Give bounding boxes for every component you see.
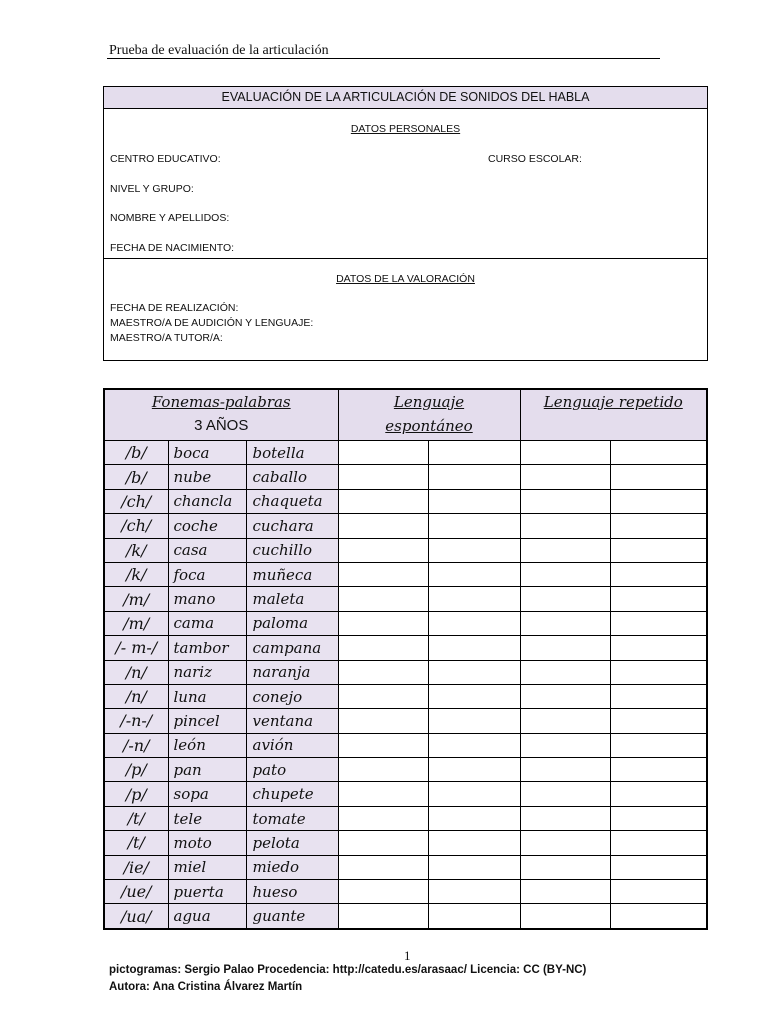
spontaneous-cell-2 (428, 904, 520, 929)
word1-cell: tele (168, 806, 246, 830)
phoneme-cell: /m/ (104, 587, 168, 611)
phoneme-cell: /b/ (104, 465, 168, 489)
repeated-cell-1 (520, 465, 610, 489)
spontaneous-cell-1 (338, 587, 428, 611)
spontaneous-cell-1 (338, 441, 428, 465)
word2-cell: conejo (246, 684, 338, 708)
spontaneous-cell-2 (428, 831, 520, 855)
evaluation-box (103, 86, 708, 361)
repeated-cell-2 (610, 855, 707, 879)
phoneme-cell: /p/ (104, 782, 168, 806)
word2-cell: maleta (246, 587, 338, 611)
word2-cell: hueso (246, 880, 338, 904)
word2-cell: guante (246, 904, 338, 929)
spontaneous-cell-2 (428, 441, 520, 465)
spontaneous-cell-1 (338, 562, 428, 586)
table-row (104, 465, 707, 489)
spontaneous-cell-2 (428, 514, 520, 538)
repeated-cell-1 (520, 514, 610, 538)
repeated-cell-2 (610, 684, 707, 708)
table-row (104, 831, 707, 855)
word2-cell: caballo (246, 465, 338, 489)
page-header-title: Prueba de evaluación de la articulación (109, 43, 329, 58)
repeated-cell-2 (610, 660, 707, 684)
word1-cell: moto (168, 831, 246, 855)
repeated-cell-1 (520, 733, 610, 757)
spontaneous-cell-1 (338, 636, 428, 660)
word2-cell: cuchara (246, 514, 338, 538)
word1-cell: puerta (168, 880, 246, 904)
repeated-cell-1 (520, 611, 610, 635)
table-row (104, 733, 707, 757)
header-repetido-title: Lenguaje repetido (543, 393, 683, 411)
repeated-cell-1 (520, 904, 610, 929)
spontaneous-cell-1 (338, 611, 428, 635)
header-rule (107, 58, 660, 59)
eval-box-divider (104, 258, 707, 259)
word2-cell: cuchillo (246, 538, 338, 562)
fecha-nacimiento-label: FECHA DE NACIMIENTO: (110, 242, 235, 254)
table-row (104, 709, 707, 733)
word1-cell: miel (168, 855, 246, 879)
table-row (104, 611, 707, 635)
word2-cell: pelota (246, 831, 338, 855)
repeated-cell-2 (610, 733, 707, 757)
repeated-cell-1 (520, 562, 610, 586)
repeated-cell-1 (520, 441, 610, 465)
table-row (104, 441, 707, 465)
maestro-tutor-label: MAESTRO/A TUTOR/A: (110, 332, 223, 344)
spontaneous-cell-1 (338, 758, 428, 782)
repeated-cell-1 (520, 538, 610, 562)
spontaneous-cell-2 (428, 684, 520, 708)
repeated-cell-1 (520, 855, 610, 879)
spontaneous-cell-2 (428, 855, 520, 879)
spontaneous-cell-1 (338, 538, 428, 562)
word1-cell: chancla (168, 489, 246, 513)
word2-cell: ventana (246, 709, 338, 733)
spontaneous-cell-1 (338, 855, 428, 879)
word1-cell: coche (168, 514, 246, 538)
phoneme-cell: /ch/ (104, 489, 168, 513)
valoracion-heading: DATOS DE LA VALORACIÓN (336, 273, 475, 285)
centro-educativo-label: CENTRO EDUCATIVO: (110, 153, 221, 165)
page-number: 1 (404, 948, 411, 963)
repeated-cell-1 (520, 831, 610, 855)
spontaneous-cell-1 (338, 880, 428, 904)
spontaneous-cell-1 (338, 709, 428, 733)
phoneme-cell: /-n-/ (104, 709, 168, 733)
repeated-cell-2 (610, 709, 707, 733)
spontaneous-cell-1 (338, 514, 428, 538)
repeated-cell-2 (610, 904, 707, 929)
spontaneous-cell-1 (338, 904, 428, 929)
word1-cell: pan (168, 758, 246, 782)
spontaneous-cell-2 (428, 782, 520, 806)
repeated-cell-1 (520, 587, 610, 611)
phoneme-cell: /k/ (104, 562, 168, 586)
table-row (104, 855, 707, 879)
phoneme-cell: /n/ (104, 684, 168, 708)
table-row (104, 806, 707, 830)
phoneme-cell: /ua/ (104, 904, 168, 929)
repeated-cell-2 (610, 636, 707, 660)
spontaneous-cell-2 (428, 660, 520, 684)
word2-cell: tomate (246, 806, 338, 830)
curso-escolar-label: CURSO ESCOLAR: (488, 153, 582, 165)
spontaneous-cell-2 (428, 489, 520, 513)
table-row (104, 758, 707, 782)
spontaneous-cell-2 (428, 880, 520, 904)
phoneme-cell: /- m-/ (104, 636, 168, 660)
word1-cell: león (168, 733, 246, 757)
spontaneous-cell-2 (428, 538, 520, 562)
spontaneous-cell-1 (338, 465, 428, 489)
spontaneous-cell-2 (428, 611, 520, 635)
word2-cell: naranja (246, 660, 338, 684)
personal-data-heading: DATOS PERSONALES (350, 123, 461, 135)
phoneme-cell: /b/ (104, 441, 168, 465)
table-row (104, 489, 707, 513)
phoneme-cell: /n/ (104, 660, 168, 684)
nivel-grupo-label: NIVEL Y GRUPO: (110, 183, 194, 195)
credits-line-1: pictogramas: Sergio Palao Procedencia: http://catedu.es/arasaac/ Licencia: CC (BY-NC) (109, 964, 587, 976)
word1-cell: casa (168, 538, 246, 562)
word1-cell: tambor (168, 636, 246, 660)
repeated-cell-2 (610, 514, 707, 538)
repeated-cell-1 (520, 636, 610, 660)
word2-cell: chupete (246, 782, 338, 806)
word1-cell: pincel (168, 709, 246, 733)
repeated-cell-2 (610, 611, 707, 635)
spontaneous-cell-1 (338, 806, 428, 830)
word2-cell: campana (246, 636, 338, 660)
spontaneous-cell-1 (338, 782, 428, 806)
repeated-cell-1 (520, 782, 610, 806)
repeated-cell-2 (610, 562, 707, 586)
word1-cell: cama (168, 611, 246, 635)
spontaneous-cell-2 (428, 636, 520, 660)
header-espontaneo-line2: espontáneo (385, 417, 473, 435)
repeated-cell-2 (610, 465, 707, 489)
maestro-al-label: MAESTRO/A DE AUDICIÓN Y LENGUAJE: (110, 317, 314, 329)
repeated-cell-1 (520, 709, 610, 733)
word1-cell: agua (168, 904, 246, 929)
spontaneous-cell-2 (428, 806, 520, 830)
header-fonemas-title: Fonemas-palabras (151, 393, 291, 411)
phoneme-cell: /p/ (104, 758, 168, 782)
word2-cell: avión (246, 733, 338, 757)
table-header-row (104, 389, 707, 441)
table-row (104, 587, 707, 611)
repeated-cell-2 (610, 587, 707, 611)
spontaneous-cell-1 (338, 733, 428, 757)
word2-cell: botella (246, 441, 338, 465)
spontaneous-cell-2 (428, 733, 520, 757)
repeated-cell-1 (520, 880, 610, 904)
phoneme-cell: /t/ (104, 831, 168, 855)
phoneme-cell: /ue/ (104, 880, 168, 904)
phoneme-cell: /m/ (104, 611, 168, 635)
word2-cell: chaqueta (246, 489, 338, 513)
repeated-cell-2 (610, 758, 707, 782)
repeated-cell-1 (520, 806, 610, 830)
phoneme-table (103, 388, 708, 930)
table-row (104, 562, 707, 586)
table-row (104, 636, 707, 660)
table-row (104, 660, 707, 684)
table-row (104, 684, 707, 708)
phoneme-cell: /-n/ (104, 733, 168, 757)
nombre-apellidos-label: NOMBRE Y APELLIDOS: (110, 212, 230, 224)
repeated-cell-2 (610, 538, 707, 562)
spontaneous-cell-2 (428, 465, 520, 489)
word2-cell: miedo (246, 855, 338, 879)
repeated-cell-1 (520, 489, 610, 513)
header-fonemas (104, 389, 338, 441)
table-row (104, 880, 707, 904)
repeated-cell-1 (520, 758, 610, 782)
phoneme-cell: /t/ (104, 806, 168, 830)
table-row (104, 538, 707, 562)
fecha-realizacion-label: FECHA DE REALIZACIÓN: (110, 302, 239, 314)
word1-cell: nube (168, 465, 246, 489)
word1-cell: foca (168, 562, 246, 586)
repeated-cell-2 (610, 489, 707, 513)
evaluation-title: EVALUACIÓN DE LA ARTICULACIÓN DE SONIDOS DEL HABLA (104, 87, 707, 109)
header-espontaneo (338, 389, 520, 441)
phoneme-cell: /ch/ (104, 514, 168, 538)
credits-line-2: Autora: Ana Cristina Álvarez Martín (109, 981, 303, 993)
header-age: 3 AÑOS (194, 417, 249, 434)
spontaneous-cell-2 (428, 709, 520, 733)
table-row (104, 904, 707, 929)
word2-cell: paloma (246, 611, 338, 635)
word1-cell: boca (168, 441, 246, 465)
repeated-cell-2 (610, 782, 707, 806)
word1-cell: mano (168, 587, 246, 611)
word2-cell: pato (246, 758, 338, 782)
header-espontaneo-line1: Lenguaje (393, 393, 465, 411)
spontaneous-cell-2 (428, 562, 520, 586)
word1-cell: luna (168, 684, 246, 708)
table-row (104, 782, 707, 806)
spontaneous-cell-1 (338, 489, 428, 513)
spontaneous-cell-1 (338, 831, 428, 855)
repeated-cell-2 (610, 831, 707, 855)
word2-cell: muñeca (246, 562, 338, 586)
repeated-cell-2 (610, 441, 707, 465)
spontaneous-cell-1 (338, 660, 428, 684)
spontaneous-cell-2 (428, 758, 520, 782)
repeated-cell-2 (610, 806, 707, 830)
repeated-cell-1 (520, 660, 610, 684)
header-repetido (520, 389, 707, 441)
word1-cell: sopa (168, 782, 246, 806)
repeated-cell-1 (520, 684, 610, 708)
spontaneous-cell-2 (428, 587, 520, 611)
table-row (104, 514, 707, 538)
repeated-cell-2 (610, 880, 707, 904)
phoneme-cell: /k/ (104, 538, 168, 562)
spontaneous-cell-1 (338, 684, 428, 708)
phoneme-cell: /ie/ (104, 855, 168, 879)
word1-cell: nariz (168, 660, 246, 684)
